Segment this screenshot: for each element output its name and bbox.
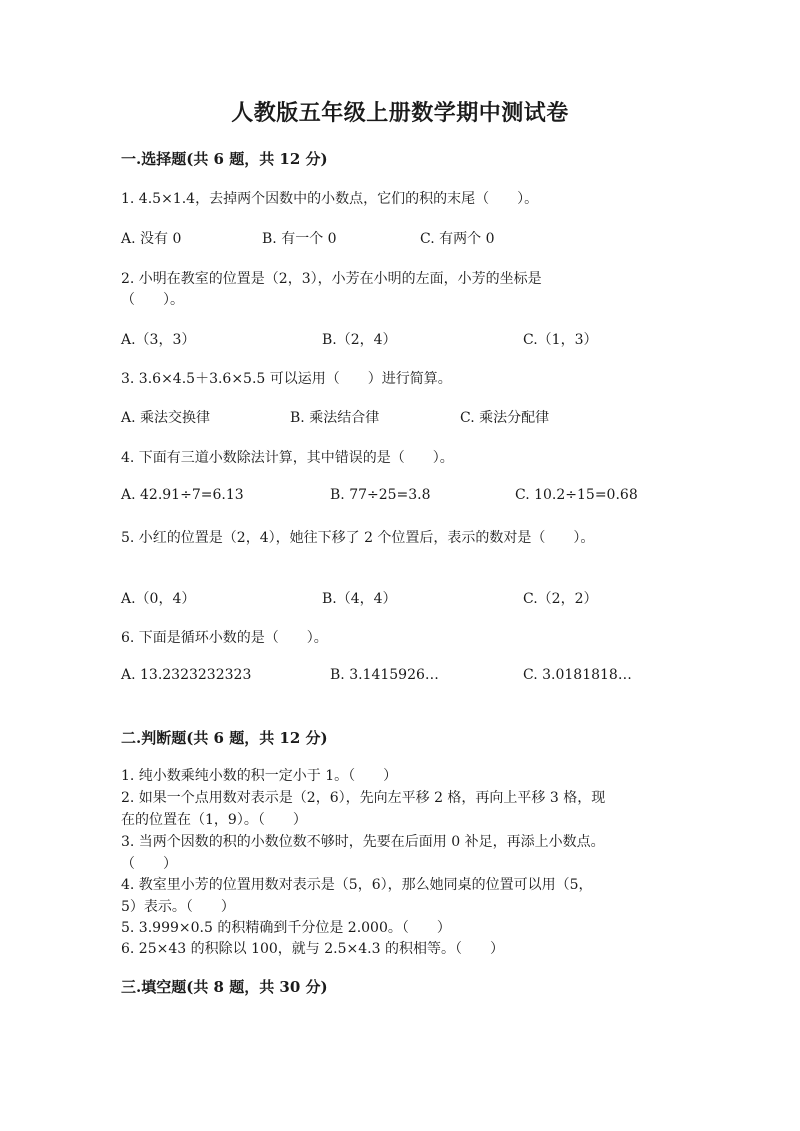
question-6-option-b: B. 3.1415926…	[330, 667, 439, 683]
judgement-line: 5. 3.999×0.5 的积精确到千分位是 2.000。（ ）	[121, 920, 451, 936]
question-1-option-c: C. 有两个 0	[420, 231, 495, 247]
judgement-line: 6. 25×43 的积除以 100，就与 2.5×4.3 的积相等。（ ）	[121, 941, 504, 957]
question-4: 4. 下面有三道小数除法计算，其中错误的是（ ）。	[121, 450, 454, 466]
judgement-line: 3. 当两个因数的积的小数位数不够时，先要在后面用 0 补足，再添上小数点。	[121, 834, 605, 850]
question-6: 6. 下面是循环小数的是（ ）。	[121, 630, 328, 646]
question-4-option-b: B. 77÷25=3.8	[330, 487, 431, 503]
judgement-line: 在的位置在（1，9）。（ ）	[121, 812, 307, 828]
judgement-line: 1. 纯小数乘纯小数的积一定小于 1。（ ）	[121, 768, 398, 784]
question-4-option-a: A. 42.91÷7=6.13	[121, 487, 244, 503]
section-heading-judgement: 二.判断题(共 6 题，共 12 分)	[121, 729, 328, 747]
question-5-option-a: A.（0，4）	[121, 591, 196, 607]
question-2-option-a: A.（3，3）	[121, 332, 196, 348]
question-6-option-a: A. 13.2323232323	[121, 667, 252, 683]
section-heading-choice: 一.选择题(共 6 题，共 12 分)	[121, 150, 328, 168]
question-3-option-b: B. 乘法结合律	[290, 410, 380, 426]
question-3-option-a: A. 乘法交换律	[121, 410, 211, 426]
question-2-option-b: B.（2，4）	[322, 332, 397, 348]
question-5-option-b: B.（4，4）	[322, 591, 397, 607]
judgement-line: 4. 教室里小芳的位置用数对表示是（5，6），那么她同桌的位置可以用（5，	[121, 877, 593, 893]
question-5-option-c: C.（2，2）	[523, 591, 598, 607]
question-2-line-2: （ ）。	[121, 292, 184, 308]
judgement-line: 5）表示。（ ）	[121, 899, 235, 915]
question-3: 3. 3.6×4.5＋3.6×5.5 可以运用（ ）进行简算。	[121, 371, 452, 387]
judgement-line: 2. 如果一个点用数对表示是（2，6），先向左平移 2 格，再向上平移 3 格，现	[121, 790, 606, 806]
question-1-option-a: A. 没有 0	[121, 231, 182, 247]
question-6-option-c: C. 3.0181818…	[523, 667, 632, 683]
question-2-line-1: 2. 小明在教室的位置是（2，3），小芳在小明的左面，小芳的坐标是	[121, 271, 542, 287]
question-1: 1. 4.5×1.4，去掉两个因数中的小数点，它们的积的末尾（ ）。	[121, 191, 539, 207]
question-2-option-c: C.（1，3）	[523, 332, 598, 348]
question-5: 5. 小红的位置是（2，4），她往下移了 2 个位置后，表示的数对是（ ）。	[121, 530, 595, 546]
page-title: 人教版五年级上册数学期中测试卷	[231, 100, 569, 126]
question-4-option-c: C. 10.2÷15=0.68	[515, 487, 638, 503]
question-1-option-b: B. 有一个 0	[262, 231, 337, 247]
question-3-option-c: C. 乘法分配律	[460, 410, 550, 426]
section-heading-fill-blank: 三.填空题(共 8 题，共 30 分)	[121, 978, 328, 996]
judgement-line: （ ）	[121, 856, 177, 872]
